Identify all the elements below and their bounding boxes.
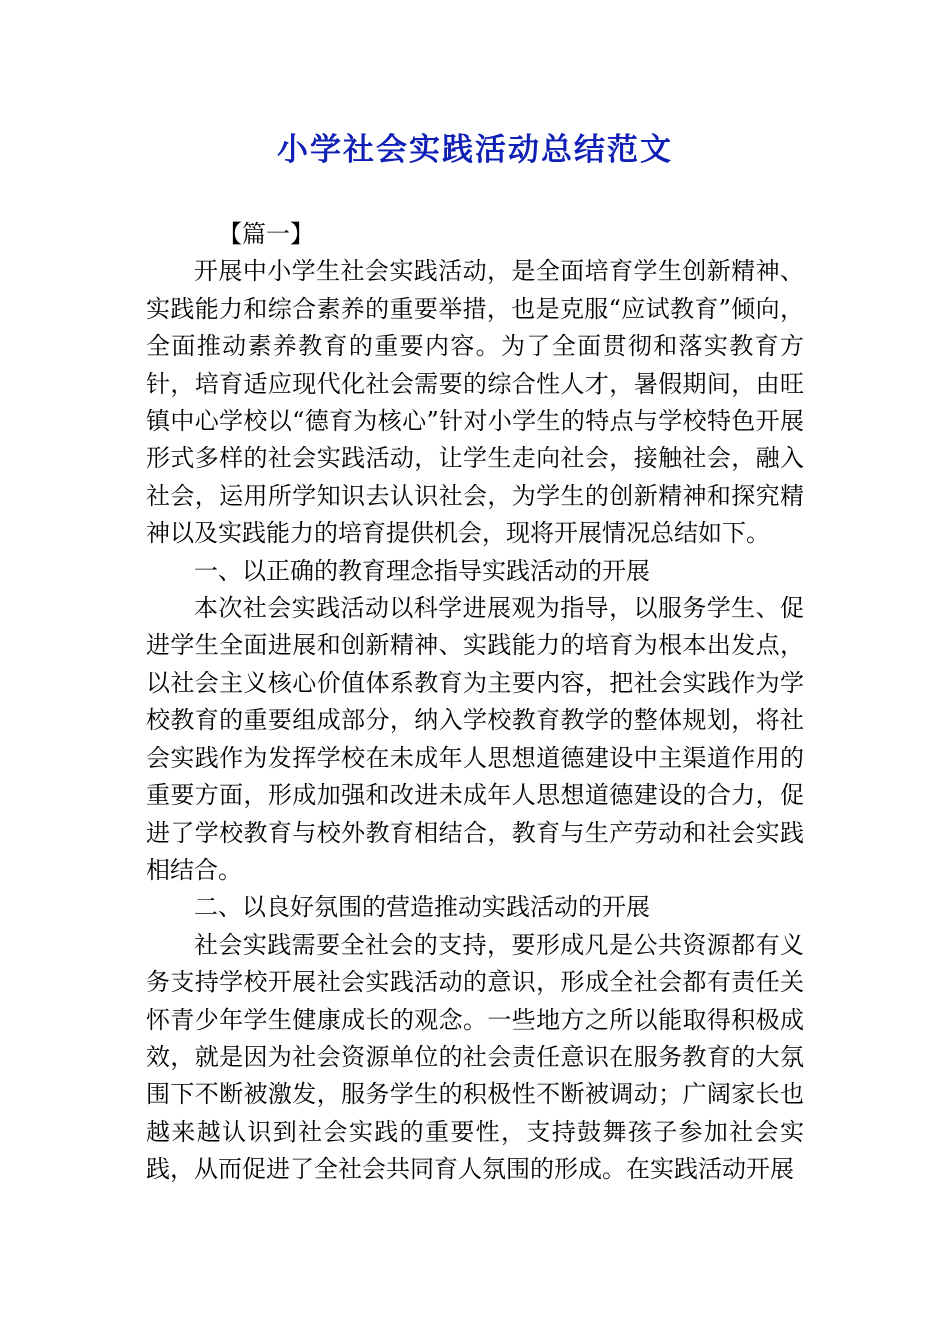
section-2-paragraph: 社会实践需要全社会的支持，要形成凡是公共资源都有义务支持学校开展社会实践活动的意识，形成全社会都有责任关怀青少年学生健康成长的观念。一些地方之所以能取得积极成效，就是因为社会资源单位的社会责任意识在服务教育的大氛围下不断被激发，服务学生的积极性不断被调动；广阔家长也越来越认识到社会实践的重要性，支持鼓舞孩子参加社会实践，从而促进了全社会共同育人氛围的形成。在实践活动开展	[146, 930, 804, 1184]
section-heading-2: 二、以良好氛围的营造推动实践活动的开展	[194, 893, 650, 922]
section-heading-1: 一、以正确的教育理念指导实践活动的开展	[194, 556, 650, 585]
section-1-paragraph: 本次社会实践活动以科学进展观为指导，以服务学生、促进学生全面进展和创新精神、实践能力的培育为根本出发点，以社会主义核心价值体系教育为主要内容，把社会实践作为学校教育的重要组成部分，纳入学校教育教学的整体规划，将社会实践作为发挥学校在未成年人思想道德建设中主渠道作用的重要方面，形成加强和改进未成年人思想道德建设的合力，促进了学校教育与校外教育相结合，教育与生产劳动和社会实践相结合。	[146, 594, 804, 884]
intro-paragraph: 开展中小学生社会实践活动，是全面培育学生创新精神、实践能力和综合素养的重要举措，也是克服“应试教育”倾向，全面推动素养教育的重要内容。为了全面贯彻和落实教育方针，培育适应现代化社会需要的综合性人才，暑假期间，由旺镇中心学校以“德育为核心”针对小学生的特点与学校特色开展形式多样的社会实践活动，让学生走向社会，接触社会，融入社会，运用所学知识去认识社会，为学生的创新精神和探究精神以及实践能力的培育提供机会，现将开展情况总结如下。	[146, 257, 804, 548]
document-title: 小学社会实践活动总结范文	[277, 132, 673, 168]
document-body	[146, 216, 804, 1189]
section-marker: 【篇一】	[218, 220, 314, 248]
